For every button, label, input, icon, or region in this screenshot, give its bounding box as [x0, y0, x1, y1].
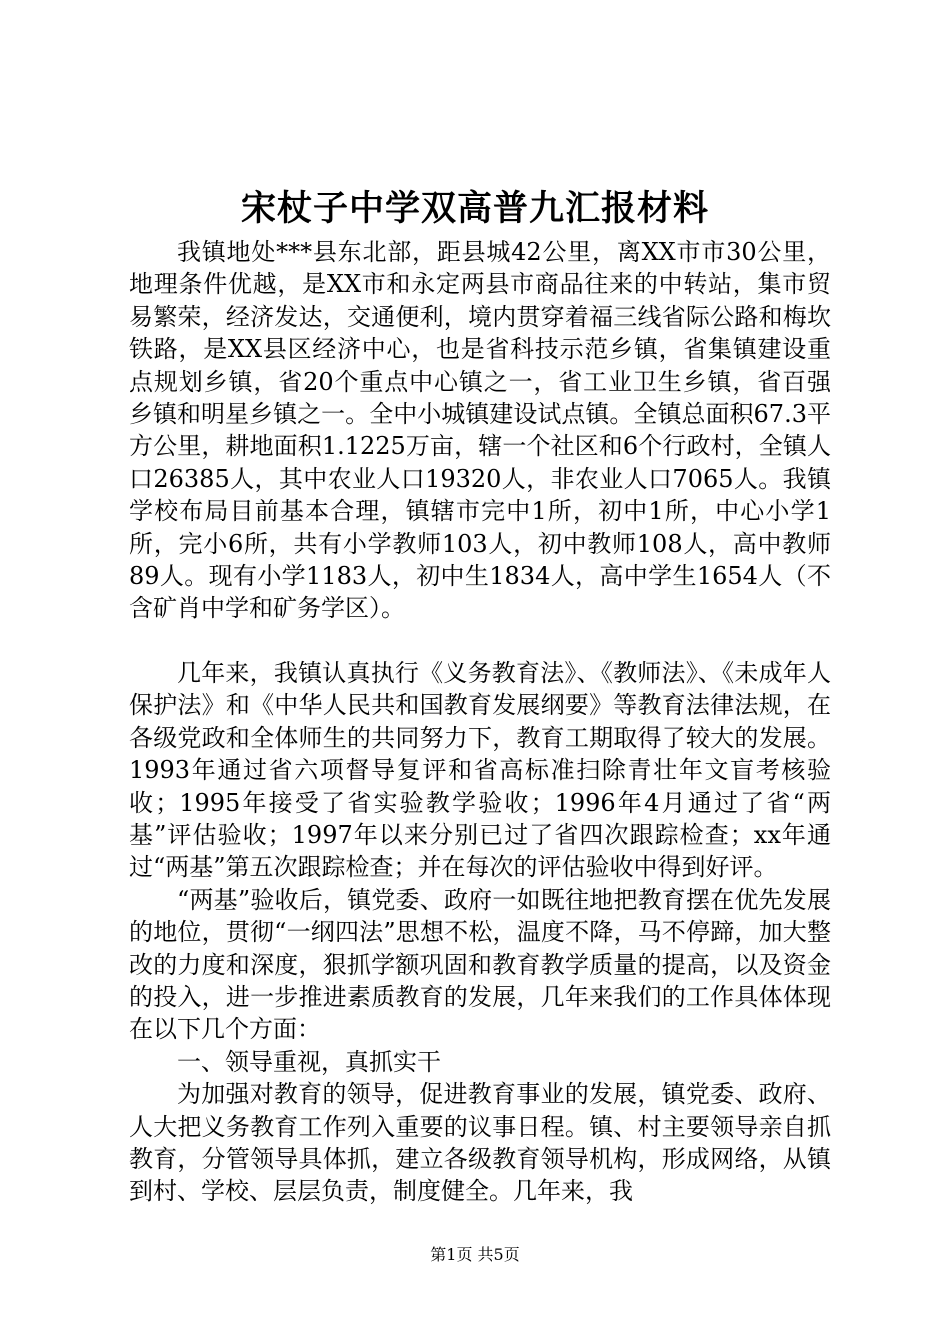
- paragraph-after-acceptance: “两基”验收后，镇党委、政府一如既往地把教育摆在优先发展的地位，贯彻“一纲四法”思想不松，温度不降，马不停蹄，加大整改的力度和深度，狠抓学额巩固和教育教学质量的提高，以及资金的投入，进一步推进素质教育的发展，几年来我们的工作具体体现在以下几个方面：: [129, 885, 831, 1044]
- page-footer: 第1页 共5页: [430, 1245, 520, 1264]
- section-heading: 一、领导重视，真抓实干: [177, 1047, 441, 1076]
- paragraph-intro: 我镇地处***县东北部，距县城42公里，离XX市市30公里，地理条件优越，是XX市和永定两县市商品往来的中转站，集市贸易繁荣，经济发达，交通便利，境内贯穿着福三线省际公路和梅坎铁路，是XX县区经济中心，也是省科技示范乡镇，省集镇建设重点规划乡镇，省20个重点中心镇之一，省工业卫生乡镇，省百强乡镇和明星乡镇之一。全中小城镇建设试点镇。全镇总面积67.3平方公里，耕地面积1.1225万亩，辖一个社区和6个行政村，全镇人口26385人，其中农业人口19320人，非农业人口7065人。我镇学校布局目前基本合理，镇辖市完中1所，初中1所，中心小学1所，完小6所，共有小学教师103人，初中教师108人，高中教师89人。现有小学1183人，初中生1834人，高中学生1654人（不含矿肖中学和矿务学区）。: [129, 238, 831, 623]
- document-body: [129, 236, 831, 1208]
- paragraph-achievements: 几年来，我镇认真执行《义务教育法》、《教师法》、《未成年人保护法》和《中华人民共和国教育发展纲要》等教育法律法规，在各级党政和全体师生的共同努力下，教育工期取得了较大的发展。1993年通过省六项督导复评和省高标准扫除青壮年文盲考核验收；1995年接受了省实验教学验收；1996年4月通过了省“两基”评估验收；1997年以来分别已过了省四次跟踪检查；xx年通过“两基”第五次跟踪检查；并在每次的评估验收中得到好评。: [129, 658, 831, 882]
- document-title: 宋杖子中学双高普九汇报材料: [240, 188, 709, 229]
- paragraph-leadership: 为加强对教育的领导，促进教育事业的发展，镇党委、政府、人大把义务教育工作列入重要的议事日程。镇、村主要领导亲自抓教育，分管领导具体抓，建立各级教育领导机构，形成网络，从镇到村、学校、层层负责，制度健全。几年来，我: [129, 1080, 831, 1206]
